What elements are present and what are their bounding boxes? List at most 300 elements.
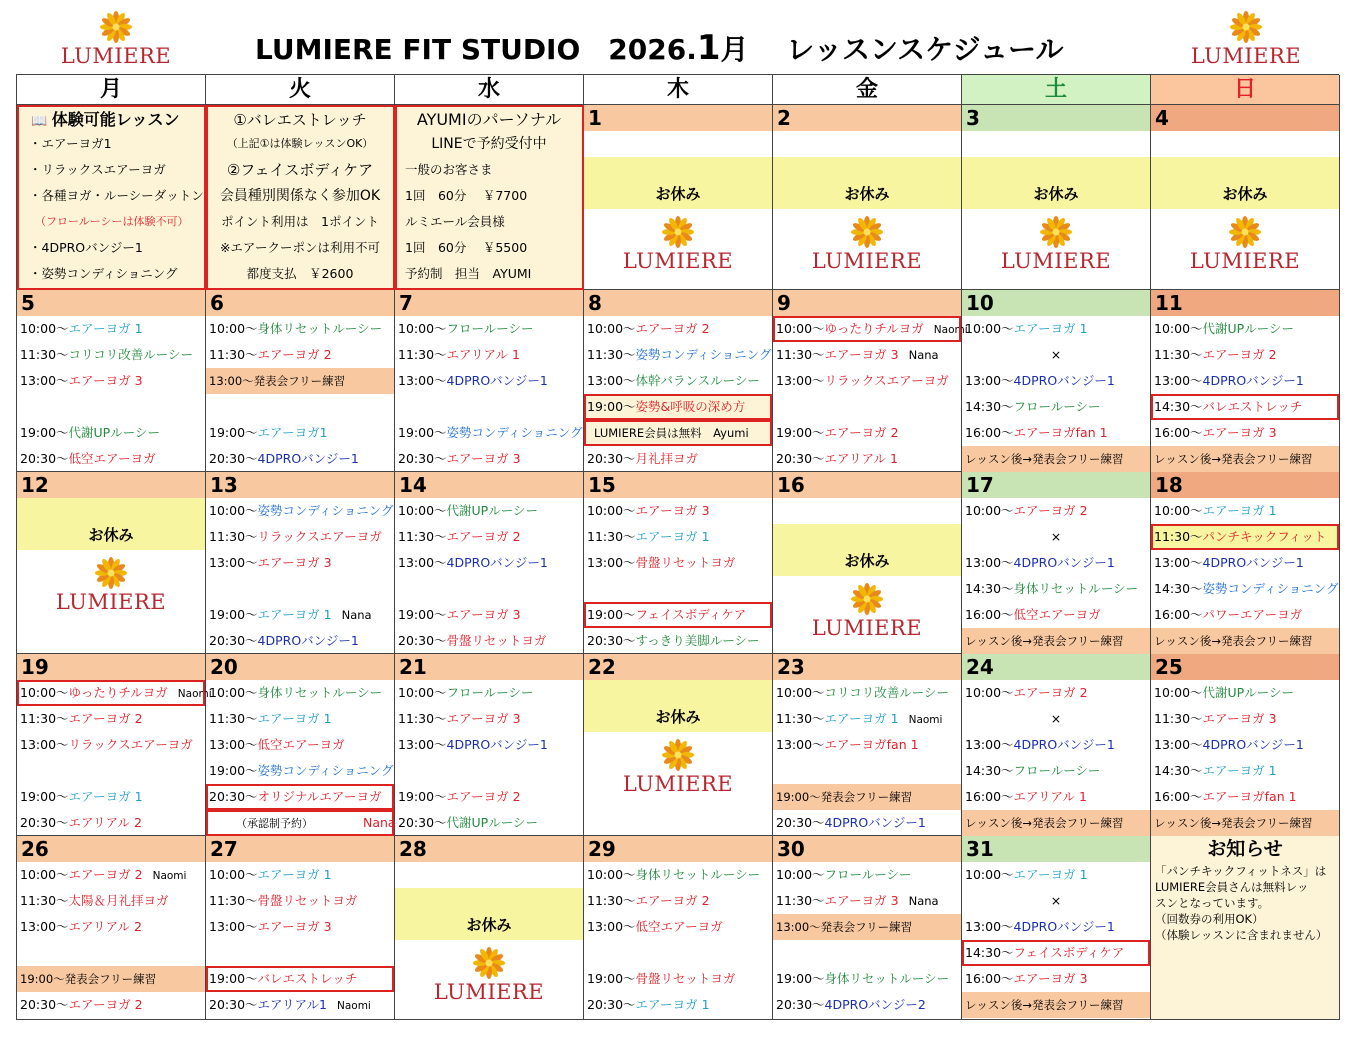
lesson-name: パワーエアーヨガ [1202, 607, 1303, 622]
lesson-time: 13:00～発表会フリー練習 [776, 920, 913, 934]
lesson-name: 代謝UPルーシー [1202, 321, 1294, 336]
news-line: LUMIERE会員さんは無料レッ [1155, 880, 1309, 894]
closed-label: お休み [1222, 185, 1268, 203]
lesson-name: 体幹バランスルーシー [635, 373, 760, 388]
lesson-line [395, 680, 583, 706]
lesson-line [395, 810, 583, 836]
day-number: 15 [584, 472, 772, 498]
logo [1180, 215, 1310, 273]
news-line: スンとなっています。 [1155, 896, 1270, 910]
day-number: 12 [17, 472, 205, 498]
day-number: 22 [584, 654, 772, 680]
lesson-time: 13:00～ [587, 373, 636, 388]
lesson-line [395, 732, 583, 758]
lesson-time: 11:30～ [1154, 711, 1203, 726]
lesson-time: × [1050, 347, 1062, 362]
lesson-line [206, 680, 394, 706]
lesson-name: 4DPROバンジー1 [257, 633, 359, 648]
lesson-name: エアーヨガ 1 [635, 997, 710, 1012]
lesson-name: エアーヨガ 2 [635, 893, 710, 908]
lesson-line [962, 602, 1150, 628]
lesson-name: エアーヨガ 1 [1013, 867, 1088, 882]
lesson-line [773, 784, 961, 810]
logo-left [51, 10, 181, 68]
personal-line: 1回 60分 ￥5500 [405, 240, 528, 255]
logo [613, 738, 743, 796]
lesson-line [395, 420, 583, 446]
lesson-line [395, 550, 583, 576]
lesson-line [1151, 576, 1339, 602]
lesson-time: 13:00～ [209, 737, 258, 752]
ballet-line: 会員種別関係なく参加OK [219, 188, 381, 204]
day-number: 25 [1151, 654, 1339, 680]
day-cell [395, 472, 584, 654]
lesson-time: 10:00～ [1154, 321, 1203, 336]
personal-line: AYUMIのパーソナル [416, 110, 562, 129]
trial-info-cell [17, 105, 206, 290]
lesson-time: 16:00～ [1154, 789, 1203, 804]
lesson-name: エアーヨガ 3 [824, 893, 899, 908]
lesson-line [962, 810, 1150, 836]
lesson-line [962, 680, 1150, 706]
lesson-line [17, 732, 205, 758]
lesson-line [773, 810, 961, 836]
lesson-name: 4DPROバンジー1 [1202, 555, 1304, 570]
lesson-time: 10:00～ [20, 685, 69, 700]
lesson-time: 10:00～ [587, 321, 636, 336]
lesson-line [584, 992, 772, 1018]
day-number: 17 [962, 472, 1150, 498]
lesson-name: 姿勢コンディショニング [257, 763, 394, 778]
lesson-time: 10:00～ [965, 867, 1014, 882]
lesson-time: 13:00～ [398, 373, 447, 388]
lesson-line [773, 992, 961, 1018]
lesson-name: エアーヨガ 2 [635, 321, 710, 336]
lesson-time: 10:00～ [776, 321, 825, 336]
lesson-time: × [1050, 893, 1062, 908]
lesson-name: エアーヨガ 1 [257, 867, 332, 882]
lesson-time: 16:00～ [965, 607, 1014, 622]
lesson-time: 19:00～ [209, 425, 258, 440]
lesson-name: 低空エアーヨガ [635, 919, 723, 934]
lesson-name: エアリアル 2 [68, 919, 142, 934]
lesson-time: 13:00～ [776, 373, 825, 388]
lesson-line [395, 342, 583, 368]
lesson-time: 10:00～ [20, 867, 69, 882]
day-cell [1151, 472, 1340, 654]
lesson-time: 10:00～ [965, 321, 1014, 336]
day-cell [206, 654, 395, 836]
lesson-line [1151, 342, 1339, 368]
lesson-time: 16:00～ [1154, 607, 1203, 622]
flower-logo-icon [94, 556, 128, 590]
lesson-time: 20:30～ [398, 633, 447, 648]
logo-text: LUMIERE [622, 772, 734, 796]
lesson-name: 4DPROバンジー1 [1202, 373, 1304, 388]
day-cell [962, 290, 1151, 472]
day-number: 24 [962, 654, 1150, 680]
ballet-line: ①バレエストレッチ [233, 111, 367, 129]
lesson-line [206, 914, 394, 940]
lesson-line [1151, 550, 1339, 576]
day-number: 7 [395, 290, 583, 316]
lesson-name: 太陽＆月礼拝ヨガ [68, 893, 169, 908]
lesson-name: リラックスエアーヨガ [68, 737, 193, 752]
lesson-time: 13:00～ [965, 373, 1014, 388]
lesson-time: 10:00～ [398, 503, 447, 518]
lesson-line [962, 342, 1150, 368]
lesson-time: 13:00～ [1154, 555, 1203, 570]
day-number: 31 [962, 836, 1150, 862]
lesson-line [773, 862, 961, 888]
lesson-name: 代謝UPルーシー [446, 503, 538, 518]
lesson-time: 14:30～ [1154, 399, 1203, 414]
lesson-time: 10:00～ [776, 867, 825, 882]
lesson-line [962, 550, 1150, 576]
lesson-time: 20:30～ [587, 451, 636, 466]
lesson-line [206, 810, 394, 836]
lesson-time: 20:30～ [776, 997, 825, 1012]
lesson-name: ゆったりチルヨガ [824, 321, 924, 336]
trial-item: ・各種ヨガ・ルーシーダットン [29, 188, 204, 203]
lesson-time: 13:00～ [1154, 373, 1203, 388]
day-cell [773, 654, 962, 836]
lesson-name: エアリアル 1 [1013, 789, 1087, 804]
day-cell [962, 472, 1151, 654]
lesson-line [395, 628, 583, 654]
lesson-time: 16:00～ [1154, 425, 1203, 440]
lesson-line [1151, 446, 1339, 472]
lesson-time: 13:00～ [398, 737, 447, 752]
lesson-time: 19:00～ [587, 399, 636, 414]
lesson-name: オリジナルエアーヨガ [257, 789, 382, 804]
ballet-line: （上記①は体験レッスンOK） [226, 137, 374, 150]
lesson-time: 13:00～ [587, 555, 636, 570]
lesson-name: エアーヨガ 2 [68, 711, 143, 726]
lesson-line [1151, 810, 1339, 836]
trial-title [17, 107, 205, 133]
lesson-time: 13:00～ [776, 737, 825, 752]
lesson-time: 13:00～ [1154, 737, 1203, 752]
lesson-line [17, 420, 205, 446]
closed-label: お休み [655, 185, 701, 203]
flower-logo-icon [850, 215, 884, 249]
flower-logo-icon [661, 215, 695, 249]
day-cell [206, 836, 395, 1020]
lesson-time: × [1050, 529, 1062, 544]
personal-info-cell [395, 105, 584, 290]
lesson-name: エアーヨガfan 1 [1202, 789, 1297, 804]
personal-line: LINEで予約受付中 [431, 136, 547, 152]
lesson-time: 14:30～ [965, 945, 1014, 960]
lesson-time: 19:00～ [209, 607, 258, 622]
lesson-time: 11:30～ [20, 711, 69, 726]
lesson-line [17, 342, 205, 368]
closed-label: お休み [844, 552, 890, 570]
day-number: 16 [773, 472, 961, 498]
lesson-time: 13:00～ [209, 555, 258, 570]
lesson-name: エアーヨガ 1 [635, 529, 710, 544]
flower-logo-icon [1039, 215, 1073, 249]
lesson-line [206, 368, 394, 394]
lesson-line [17, 784, 205, 810]
lesson-name: エアーヨガ 2 [446, 529, 521, 544]
personal-line: 1回 60分 ￥7700 [405, 188, 528, 203]
logo [802, 582, 932, 640]
lesson-line [962, 940, 1150, 966]
lesson-line [962, 316, 1150, 342]
lesson-line [1151, 602, 1339, 628]
lesson-time: 13:00～ [20, 373, 69, 388]
lesson-line [962, 628, 1150, 654]
day-number: 30 [773, 836, 961, 862]
lesson-line [1151, 732, 1339, 758]
day-number: 23 [773, 654, 961, 680]
lesson-line [206, 758, 394, 784]
lesson-line [1151, 420, 1339, 446]
lesson-line [962, 368, 1150, 394]
lesson-time: 13:00～ [965, 737, 1014, 752]
lesson-name: エアーヨガ 2 [257, 347, 332, 362]
lesson-line [1151, 498, 1339, 524]
lesson-time: 11:30～ [398, 711, 447, 726]
lesson-time: 11:30～ [209, 711, 258, 726]
lesson-line [773, 680, 961, 706]
lesson-name: エアーヨガ 1 [1013, 321, 1088, 336]
personal-line: ルミエール会員様 [405, 214, 505, 229]
lesson-time: 14:30～ [965, 399, 1014, 414]
instructor-name: Nana [908, 348, 939, 362]
lesson-time: 11:30～ [587, 347, 636, 362]
instructor-name: Naomi [336, 1000, 371, 1012]
lesson-name: フロールーシー [1013, 399, 1101, 414]
lesson-line [962, 914, 1150, 940]
day-cell [17, 472, 206, 654]
day-cell [584, 105, 773, 290]
lesson-line [17, 914, 205, 940]
lesson-name: 姿勢コンディショニング [446, 425, 583, 440]
lesson-time: 11:30～ [398, 347, 447, 362]
lesson-time: 10:00～ [398, 321, 447, 336]
lesson-time: 10:00～ [965, 503, 1014, 518]
lesson-line [1151, 706, 1339, 732]
title-schedule: レッスンスケジュール [786, 33, 1064, 66]
lesson-name: エアリアル1 [257, 997, 327, 1012]
lesson-name: エアーヨガ 2 [1013, 503, 1088, 518]
instructor-name: Naomi [908, 714, 943, 726]
lesson-name: エアーヨガ 3 [257, 555, 332, 570]
lesson-name: リラックスエアーヨガ [257, 529, 382, 544]
lesson-line [962, 576, 1150, 602]
lesson-time: 20:30～ [20, 997, 69, 1012]
day-number: 29 [584, 836, 772, 862]
lesson-line [1151, 316, 1339, 342]
lesson-time: 16:00～ [965, 789, 1014, 804]
day-cell [773, 836, 962, 1020]
weekday-header: 水 [395, 75, 584, 105]
lesson-time: 19:00～ [398, 789, 447, 804]
lesson-time: 13:00～ [587, 919, 636, 934]
title-month-suffix: 月 [720, 33, 749, 66]
personal-line: 一般のお客さま [405, 162, 493, 177]
lesson-line [17, 706, 205, 732]
lesson-line [584, 420, 772, 446]
lesson-line [206, 420, 394, 446]
ballet-line: ※エアークーポンは利用不可 [219, 240, 381, 255]
lesson-name: エアーヨガ 3 [446, 451, 521, 466]
lesson-time: 19:00～発表会フリー練習 [20, 972, 157, 986]
lesson-time: 20:30～ [587, 633, 636, 648]
day-number: 11 [1151, 290, 1339, 316]
lesson-name: 姿勢コンディショニング [635, 347, 772, 362]
lesson-line [962, 888, 1150, 914]
page-title [255, 28, 1105, 68]
lesson-time: 20:30～ [209, 633, 258, 648]
lesson-line [584, 888, 772, 914]
lesson-time: 20:30～ [209, 789, 258, 804]
lesson-time: LUMIERE会員は無料 Ayumi [594, 426, 749, 440]
lesson-line [584, 550, 772, 576]
day-cell [1151, 654, 1340, 836]
lesson-name: エアーヨガ 1 [68, 789, 143, 804]
ballet-line: ②フェイスボディケア [226, 161, 374, 179]
lesson-line [773, 342, 961, 368]
lesson-name: エアーヨガ 3 [68, 373, 143, 388]
lesson-name: 低空エアーヨガ [68, 451, 156, 466]
lesson-time: 11:30～ [776, 893, 825, 908]
lesson-time: 10:00～ [209, 867, 258, 882]
lesson-name: エアーヨガ 1 [68, 321, 143, 336]
book-icon: 📖 [31, 114, 52, 129]
lesson-time: 16:00～ [965, 425, 1014, 440]
day-number: 3 [962, 105, 1150, 131]
lesson-name: 4DPROバンジー1 [1202, 737, 1304, 752]
lesson-time: × [1050, 711, 1062, 726]
day-number: 1 [584, 105, 772, 131]
instructor-name: Nana [341, 608, 372, 622]
closed-label: お休み [1033, 185, 1079, 203]
lesson-time: 10:00～ [20, 321, 69, 336]
lesson-name: フェイスボディケア [635, 607, 747, 622]
instructor-name: Nana [908, 894, 939, 908]
lesson-time: 11:30～ [398, 529, 447, 544]
lesson-line [395, 446, 583, 472]
lesson-name: 月礼拝ヨガ [635, 451, 699, 466]
lesson-name: ゆったりチルヨガ [68, 685, 168, 700]
lesson-time: 11:30～ [587, 529, 636, 544]
lesson-name: エアーヨガ 3 [1202, 711, 1277, 726]
lesson-name: エアーヨガ 1 [1202, 503, 1277, 518]
lesson-name: 4DPROバンジー1 [257, 451, 359, 466]
lesson-time: 10:00～ [1154, 685, 1203, 700]
day-number: 8 [584, 290, 772, 316]
lesson-line [584, 342, 772, 368]
lesson-name: 骨盤リセットヨガ [446, 633, 547, 648]
lesson-time: 19:00～ [776, 425, 825, 440]
lesson-time: 11:30～ [209, 347, 258, 362]
lesson-line [584, 446, 772, 472]
lesson-line [1151, 628, 1339, 654]
day-number: 6 [206, 290, 394, 316]
day-number: 9 [773, 290, 961, 316]
lesson-name: エアーヨガ 3 [257, 919, 332, 934]
weekday-header: 火 [206, 75, 395, 105]
title-studio: LUMIERE FIT STUDIO 2026. [255, 33, 697, 66]
lesson-name: 4DPROバンジー1 [824, 815, 926, 830]
logo [46, 556, 176, 614]
lesson-line [962, 966, 1150, 992]
lesson-line [17, 368, 205, 394]
page-header [0, 0, 1349, 72]
trial-item: ・姿勢コンディショニング [29, 266, 178, 281]
ballet-info-cell [206, 105, 395, 290]
lesson-line [395, 498, 583, 524]
weekday-header: 木 [584, 75, 773, 105]
flower-logo-icon [99, 10, 133, 44]
lesson-line [584, 966, 772, 992]
logo-text: LUMIERE [55, 590, 167, 614]
lesson-time: 13:00～ [20, 737, 69, 752]
lesson-time: 11:30～ [1154, 529, 1203, 544]
lesson-time: 20:30～ [20, 451, 69, 466]
lesson-name: バレエストレッチ [1202, 399, 1303, 414]
lesson-line [17, 810, 205, 836]
lesson-name: 姿勢コンディショニング [1202, 581, 1339, 596]
lesson-line [206, 498, 394, 524]
news-line: （体験レッスンに含まれません） [1155, 928, 1328, 942]
lesson-line [962, 524, 1150, 550]
lesson-line [206, 342, 394, 368]
lesson-time: 20:30～ [209, 451, 258, 466]
instructor-name: Naomi [933, 324, 968, 336]
lesson-time: 11:30～ [20, 893, 69, 908]
logo-text: LUMIERE [1190, 44, 1302, 68]
logo-text: LUMIERE [622, 249, 734, 273]
lesson-name: エアリアル 2 [68, 815, 142, 830]
lesson-line [206, 316, 394, 342]
lesson-line [206, 732, 394, 758]
lesson-name: エアーヨガfan 1 [1013, 425, 1108, 440]
day-number: 21 [395, 654, 583, 680]
instructor-name: Naomi [177, 688, 212, 700]
lesson-line [773, 368, 961, 394]
day-number: 28 [395, 836, 583, 862]
lesson-line [395, 706, 583, 732]
lesson-time: 14:30～ [965, 581, 1014, 596]
lesson-name: エアーヨガ 3 [446, 607, 521, 622]
closed-label: お休み [844, 185, 890, 203]
lesson-line [206, 602, 394, 628]
lesson-name: リラックスエアーヨガ [824, 373, 949, 388]
day-cell [395, 654, 584, 836]
lesson-line [395, 524, 583, 550]
lesson-line [1151, 524, 1339, 550]
logo-text: LUMIERE [433, 980, 545, 1004]
lesson-line [773, 888, 961, 914]
logo-text: LUMIERE [1000, 249, 1112, 273]
lesson-name: エアーヨガ 3 [1013, 971, 1088, 986]
lesson-name: 身体リセットルーシー [257, 685, 383, 700]
lesson-line [773, 316, 968, 342]
lesson-time: 19:00～ [209, 763, 258, 778]
lesson-time: 11:30～ [209, 893, 258, 908]
lesson-name: エアーヨガ 3 [1202, 425, 1277, 440]
lesson-name: エアーヨガ 3 [824, 347, 899, 362]
lesson-name: エアーヨガ 3 [446, 711, 521, 726]
day-cell [584, 290, 773, 472]
lesson-line [206, 628, 394, 654]
lesson-line [962, 784, 1150, 810]
